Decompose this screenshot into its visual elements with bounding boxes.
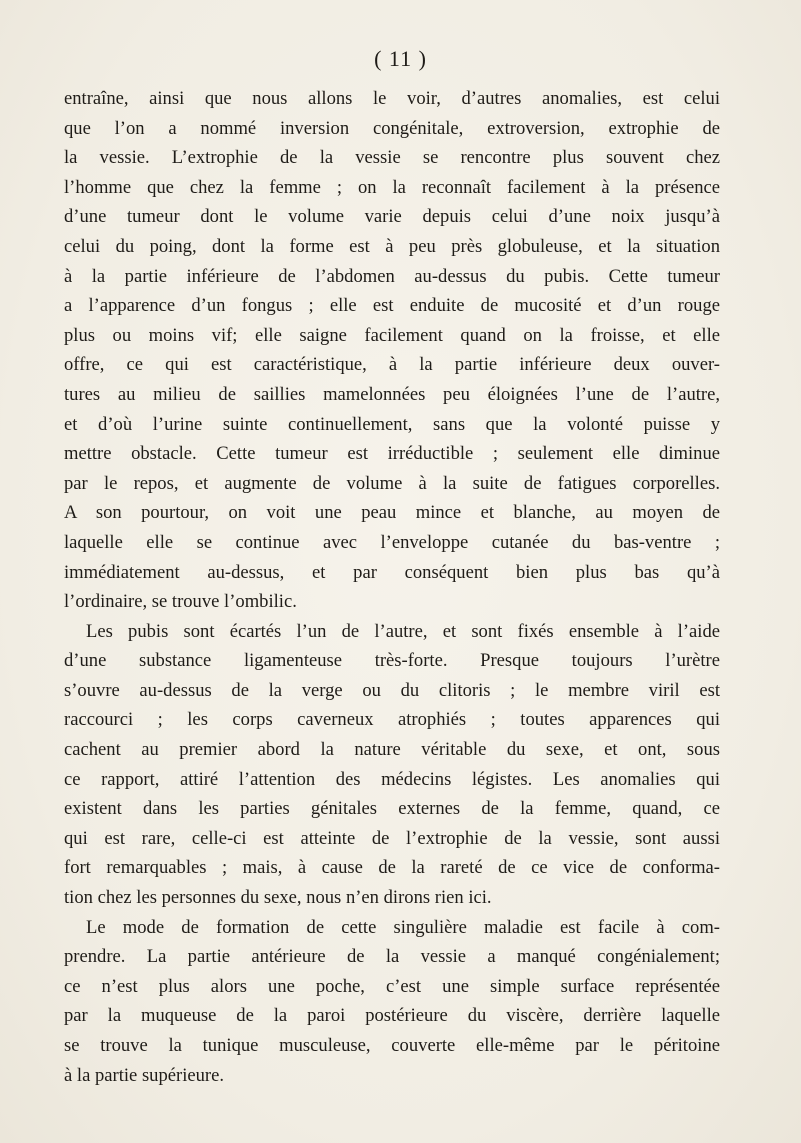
text-line: immédiatement au-dessus, et par conséquent bien plus bas qu’à	[64, 561, 720, 583]
text-line: l’ordinaire, se trouve l’ombilic.	[64, 591, 297, 613]
text-line: Les pubis sont écartés l’un de l’autre, et sont fixés ensemble à l’aide	[86, 620, 720, 642]
text-line: mettre obstacle. Cette tumeur est irréductible ; seulement elle diminue	[64, 443, 720, 465]
text-line: ce rapport, attiré l’attention des médecins légistes. Les anomalies qui	[64, 768, 720, 790]
text-line: par la muqueuse de la paroi postérieure du viscère, derrière laquelle	[64, 1005, 720, 1027]
text-line: que l’on a nommé inversion congénitale, extroversion, extrophie de	[64, 117, 720, 139]
text-line: s’ouvre au-dessus de la verge ou du clitoris ; le membre viril est	[64, 679, 720, 701]
text-line: se trouve la tunique musculeuse, couverte elle-même par le péritoine	[64, 1035, 720, 1056]
text-line: à la partie inférieure de l’abdomen au-dessus du pubis. Cette tumeur	[64, 265, 720, 287]
text-line: offre, ce qui est caractéristique, à la partie inférieure deux ouver-	[64, 354, 720, 376]
text-line: plus ou moins vif; elle saigne facilement quand on la froisse, et elle	[64, 324, 720, 346]
text-line: raccourci ; les corps caverneux atrophiés ; toutes apparences qui	[64, 709, 720, 731]
text-line: d’une substance ligamenteuse très-forte. Presque toujours l’urètre	[64, 650, 720, 672]
text-line: à la partie supérieure.	[64, 1064, 225, 1086]
text-line: celui du poing, dont la forme est à peu près globuleuse, et la situation	[64, 235, 720, 257]
page-number: ( 11 )	[374, 46, 427, 71]
text-line: laquelle elle se continue avec l’enveloppe cutanée du bas-ventre ;	[64, 531, 720, 553]
text-line: cachent au premier abord la nature véritable du sexe, et ont, sous	[64, 739, 720, 761]
text-line: ce n’est plus alors une poche, c’est une simple surface représentée	[64, 975, 720, 997]
text-line: l’homme que chez la femme ; on la reconnaît facilement à la présence	[64, 176, 720, 198]
text-line: fort remarquables ; mais, à cause de la rareté de ce vice de conforma-	[64, 857, 720, 879]
text-line: par le repos, et augmente de volume à la suite de fatigues corporelles.	[64, 472, 720, 494]
text-line: Le mode de formation de cette singulière maladie est facile à com-	[86, 916, 720, 938]
text-line: entraîne, ainsi que nous allons le voir, d’autres anomalies, est celui	[64, 88, 720, 109]
text-line: d’une tumeur dont le volume varie depuis celui d’une noix jusqu’à	[64, 206, 720, 228]
text-line: a l’apparence d’un fongus ; elle est enduite de mucosité et d’un rouge	[64, 295, 720, 317]
text-line: qui est rare, celle-ci est atteinte de l’extrophie de la vessie, sont aussi	[64, 827, 720, 849]
body-text	[64, 84, 720, 1090]
text-line: existent dans les parties génitales externes de la femme, quand, ce	[64, 798, 720, 820]
text-line: la vessie. L’extrophie de la vessie se rencontre plus souvent chez	[64, 147, 720, 169]
text-line: et d’où l’urine suinte continuellement, sans que la volonté puisse y	[64, 413, 720, 435]
text-line: tion chez les personnes du sexe, nous n’en dirons rien ici.	[64, 887, 492, 909]
text-line: prendre. La partie antérieure de la vessie a manqué congénialement;	[64, 946, 720, 968]
text-line: tures au milieu de saillies mamelonnées peu éloignées l’une de l’autre,	[64, 383, 720, 405]
text-line: A son pourtour, on voit une peau mince et blanche, au moyen de	[64, 502, 720, 524]
